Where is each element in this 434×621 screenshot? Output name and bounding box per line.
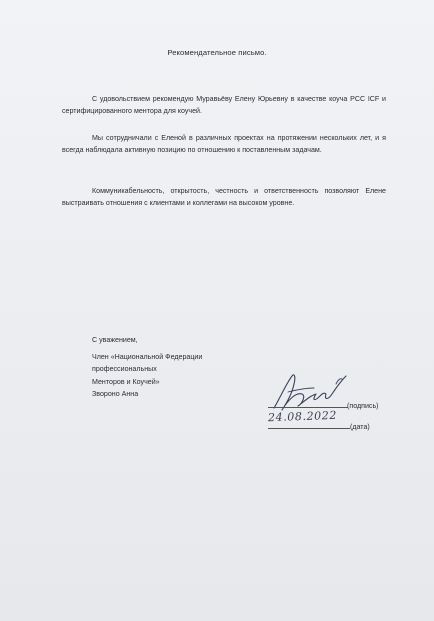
closing-line-organization: Менторов и Коучей» (92, 377, 160, 386)
paragraph-cooperation: Мы сотрудничали с Еленой в различных проектах на протяжении нескольких лет, и я всегда наблюдала активную позицию по отношению к поставленным задачам. (62, 134, 386, 155)
closing-line-name: Зворонo Анна (92, 389, 139, 398)
closing-greeting: С уважением, (92, 336, 138, 344)
closing-block (92, 334, 202, 400)
paragraph-qualities: Коммуникабельность, открытость, честность и ответственность позволяют Елене выстраивать отношения с клиентами и коллегами на высоком уровне. (62, 187, 386, 208)
closing-line-profession: профессиональных (92, 365, 157, 374)
date-line (268, 428, 350, 429)
letter-title: Рекомендательное письмо. (167, 48, 267, 57)
signature-label: (подпись) (347, 402, 379, 410)
paragraph-recommendation: С удовольствием рекомендую Муравьёву Елену Юрьевну в качестве коуча PCC ICF и сертифицированного ментора для коучей. (62, 95, 386, 116)
handwritten-date: 24.08.2022 (267, 408, 338, 425)
date-label: (дата) (350, 423, 370, 431)
closing-line-member: Член «Национальной Федерации (92, 353, 203, 362)
handwritten-signature (266, 370, 356, 415)
